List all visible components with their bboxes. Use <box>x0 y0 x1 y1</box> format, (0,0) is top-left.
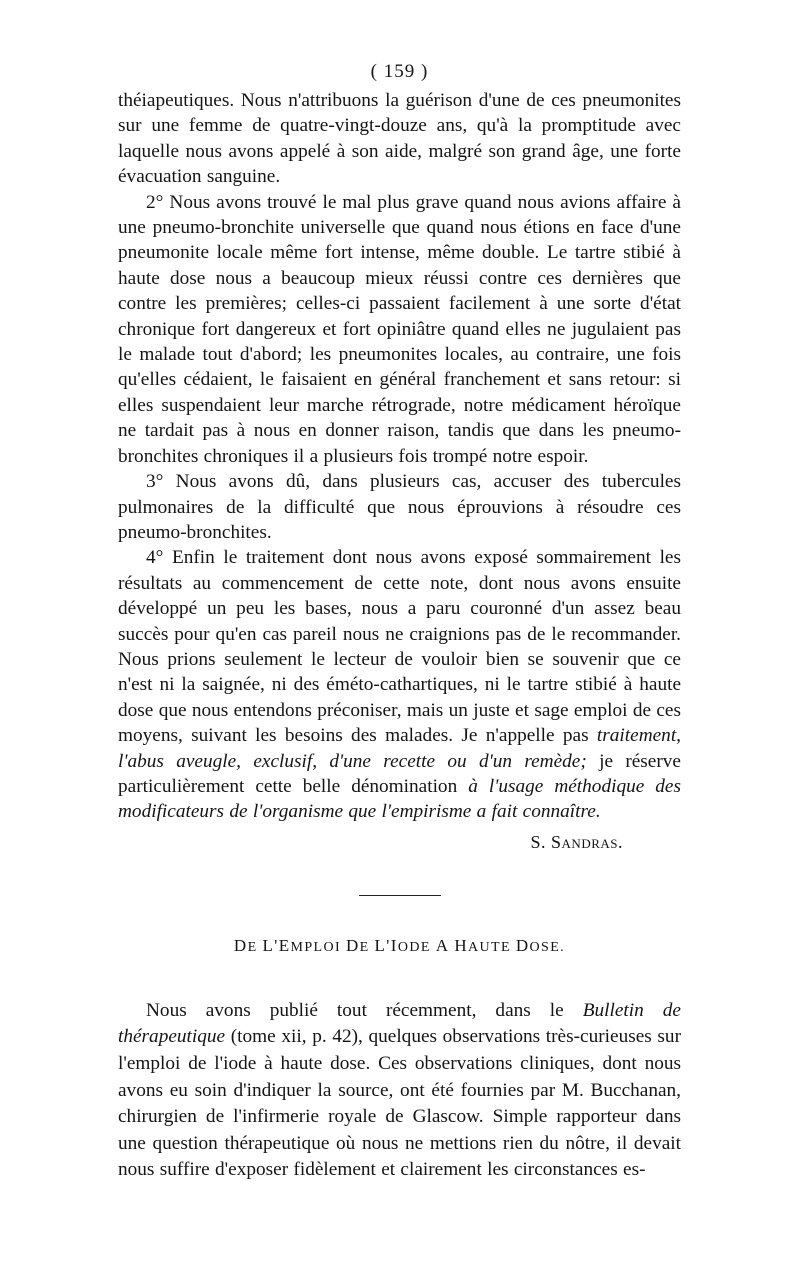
author-signature <box>118 829 623 855</box>
section-2-paragraph <box>118 998 681 1184</box>
section-heading: DE L'EMPLOI DE L'IODE A HAUTE DOSE. <box>233 935 566 955</box>
paragraph-3: 3° Nous avons dû, dans plusieurs cas, accuser des tubercules pulmonaires de la difficulté que nous éprouvions à résoudre ces pneumo-bronchites. <box>118 471 681 543</box>
document-page <box>118 60 681 1220</box>
paragraph-4-text: 4° Enfin le traitement dont nous avons exposé sommairement les résultats au commencement de cette note, dont nous avons ensuite développé un peu les bases, nous a paru couronné d'un assez beau succès pour qu'en cas pareil nous ne craignions pas de le recommander. Nous prions seulement le lecteur de vouloir bien se souvenir que ce n'est ni la saignée, ni des éméto-cathartiques, ni le tartre stibié à haute dose que nous entendons préconiser, mais un juste et sage emploi de ces moyens, suivant les besoins des malades. Je n'appelle pas <box>118 547 681 747</box>
paragraph-4-italic-2: à l'usage méthodique des modificateurs de l'organisme que l'empirisme a fait connaître. <box>118 775 681 823</box>
paragraph-2: 2° Nous avons trouvé le mal plus grave quand nous avions affaire à une pneumo-bronchite universelle que quand nous étions en face d'une pneumonite locale même fort intense, même double. Le tartre stibié à haute dose nous a beaucoup mieux réussi contre ces dernières que contre les premières; celles-ci passaient facilement à une sorte d'état chronique fort dangereux et fort opiniâtre quand elles ne jugulaient pas le malade tout d'abord; les pneumonites locales, au contraire, une fois qu'elles cédaient, le faisaient en général franchement et sans retour: si elles suspendaient leur marche rétrograde, notre médicament héroïque ne tardait pas à nous en donner raison, tandis que dans les pneumo-bronchites chroniques il a plusieurs fois trompé notre espoir. <box>118 191 681 467</box>
section-2-body <box>118 998 681 1184</box>
section-divider <box>359 895 441 896</box>
paragraph-4-italic-1: traitement, l'abus aveugle, exclusif, d'une recette ou d'un remède; <box>118 725 681 772</box>
bulletin-title: Bulletin de thérapeutique <box>118 999 681 1048</box>
signature-name: Sandras. <box>551 831 623 852</box>
signature-initial: S. <box>530 831 547 852</box>
paragraph-1: théiapeutiques. Nous n'attribuons la guérison d'une de ces pneumonites sur une femme de quatre-vingt-douze ans, qu'à la promptitude avec laquelle nous avons appelé à son aide, malgré son grand âge, une forte évacuation sanguine. <box>118 90 681 188</box>
paragraph-4 <box>118 545 681 824</box>
section-2-text-1: Nous avons publié tout récemment, dans le <box>146 999 583 1021</box>
paragraph-4-text-2: je réserve particulièrement cette belle dénomination <box>118 750 681 797</box>
section-2-text-2: (tome xii, p. 42), quelques observations très-curieuses sur l'emploi de l'iode à haute dose. Ces observations cliniques, dont nous avons eu soin d'indiquer la source, ont été fournies par M. Bucchanan, chirurgien de l'infirmerie royale de Glascow. Simple rapporteur dans une question thérapeutique où nous ne mettions rien du nôtre, il devait nous suffire d'exposer fidèlement et clairement les circonstances es- <box>118 1026 681 1181</box>
page-number: ( 159 ) <box>370 61 429 82</box>
